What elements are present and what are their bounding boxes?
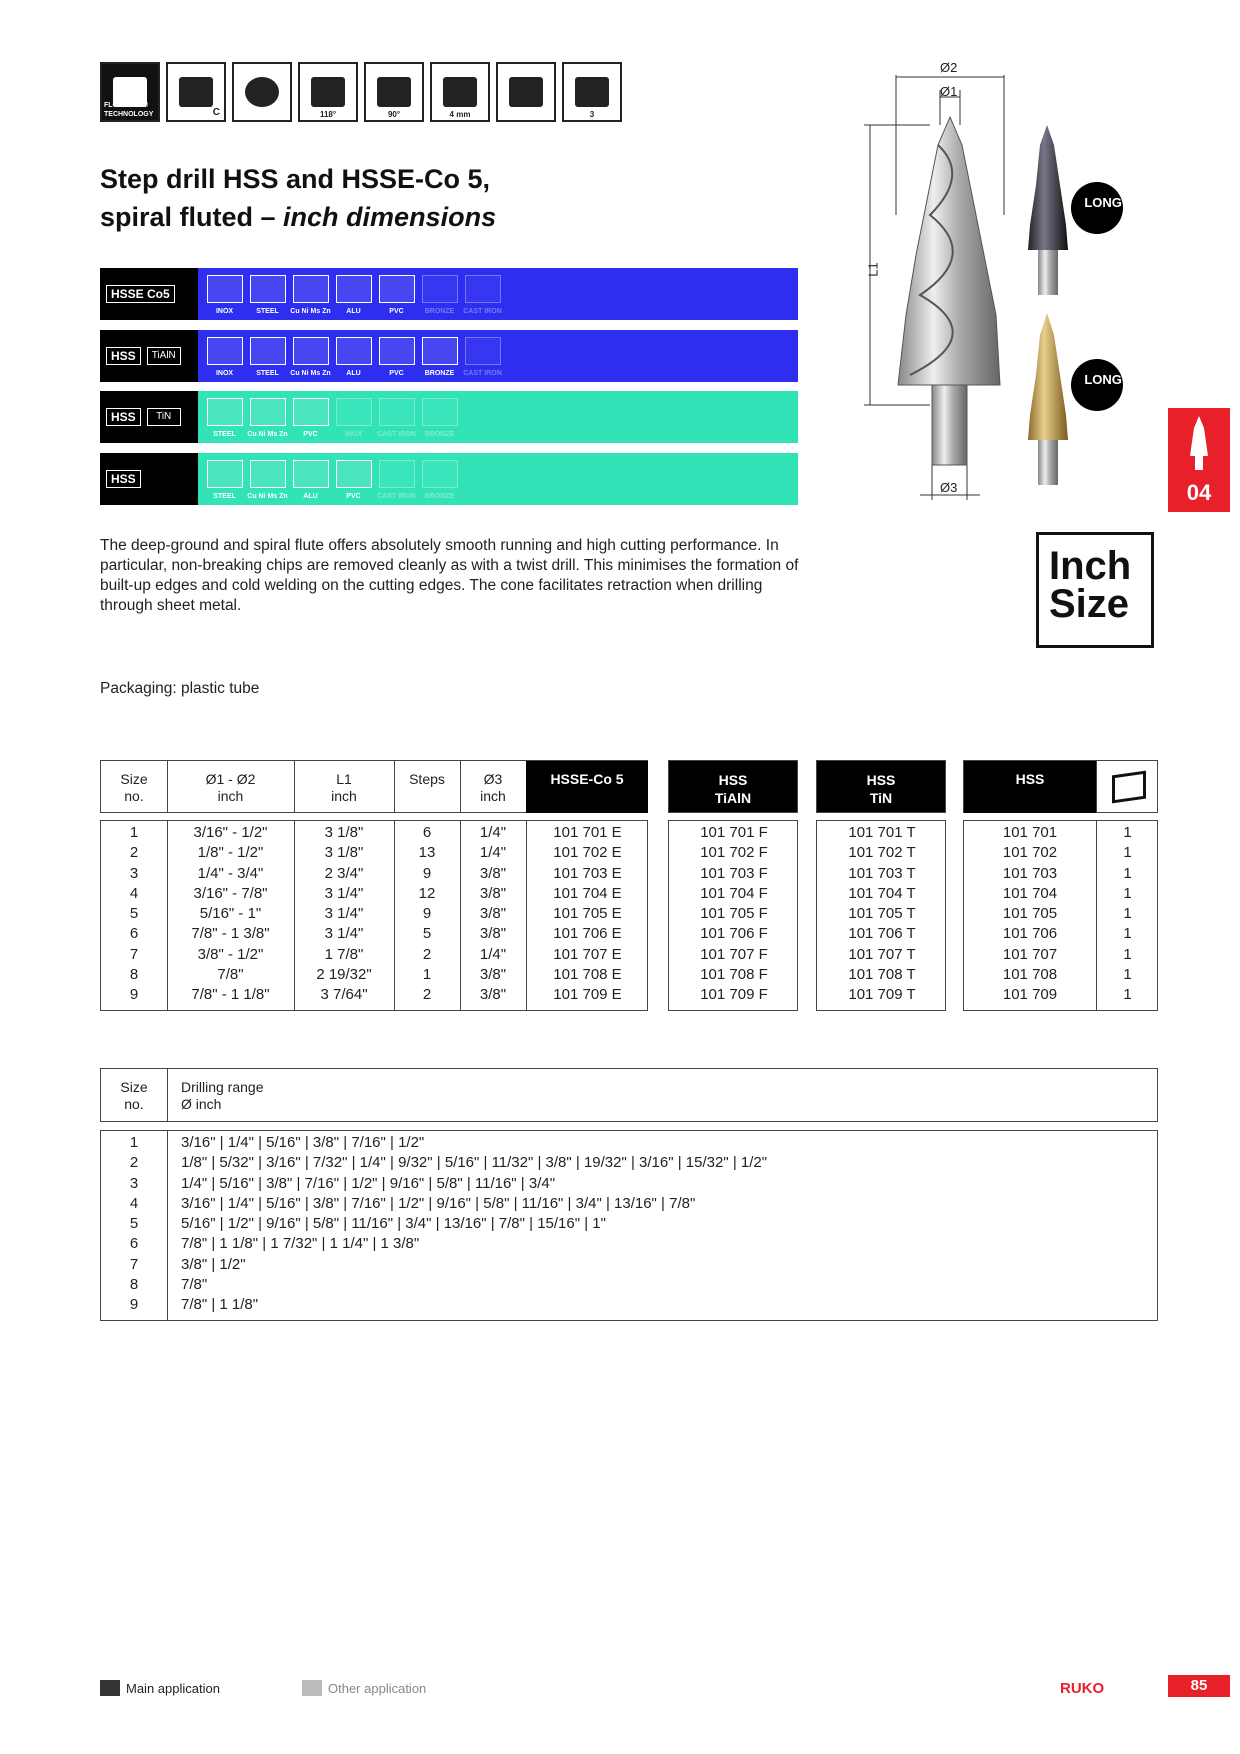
cell: 101 706 F: [700, 925, 768, 943]
cell: 101 708: [1002, 966, 1058, 984]
cell: 101 708 E: [553, 966, 622, 984]
material-item: [376, 333, 417, 379]
material-name: STEEL: [213, 493, 236, 500]
drilling-range: 3/16" | 1/4" | 5/16" | 3/8" | 7/16" | 1/2" | 9/16" | 5/8" | 11/16" | 3/4" | 13/16" | 7/8": [181, 1194, 696, 1212]
cell: 2 3/4": [324, 864, 364, 882]
material-name: CAST IRON: [377, 431, 416, 438]
icon-caption: 90°: [387, 110, 401, 119]
cell: 3/8": [479, 966, 507, 984]
material-icon: [336, 337, 372, 365]
header-hss: [963, 760, 1158, 813]
material-name: STEEL: [213, 431, 236, 438]
coating-badge: TiAlN: [147, 347, 181, 365]
cell: 1 7/8": [324, 945, 364, 963]
other-application-icon: [302, 1680, 322, 1696]
cell: 1/4": [479, 945, 507, 963]
material-item: [247, 271, 288, 317]
material-item: [247, 394, 288, 440]
header-drilling-range: Drilling range Ø inch: [181, 1079, 264, 1112]
cell: 3 1/8": [324, 824, 364, 841]
material-name: PVC: [303, 431, 318, 438]
flowstep-icon: [100, 62, 160, 122]
row-size: 2: [129, 1154, 139, 1172]
header-size: Size no.: [120, 771, 148, 804]
header-hss-label: HSS: [964, 761, 1096, 813]
material-row: [100, 330, 798, 382]
drill-stand-icon: [496, 62, 556, 122]
cell: 5/16" - 1": [199, 905, 262, 923]
cell: 3 1/4": [324, 905, 364, 923]
coating-badge: HSSE Co5: [106, 285, 175, 303]
material-name: ALU: [303, 493, 318, 500]
cell: 5: [422, 925, 432, 943]
cell: 101 707 T: [848, 945, 916, 963]
material-name: Cu Ni Ms Zn: [247, 431, 288, 438]
material-bar: [198, 330, 798, 382]
material-item: [204, 394, 245, 440]
cell: 3 7/64": [320, 986, 368, 1004]
row-size: 9: [129, 986, 139, 1004]
cell: 1: [1123, 925, 1132, 943]
range-column: [181, 1133, 767, 1316]
cell: 101 702 F: [700, 844, 768, 862]
material-item: [204, 271, 245, 317]
material-item: [290, 333, 331, 379]
cell: 1: [422, 966, 432, 984]
feature-icons: [100, 62, 622, 122]
cell: 101 702 E: [553, 844, 622, 862]
d1-label: Ø1: [940, 84, 958, 99]
table-column: [394, 823, 460, 1006]
cell: 3/8": [479, 864, 507, 882]
material-item: [247, 456, 288, 502]
cell: 101 704 T: [848, 884, 916, 902]
material-row: [100, 453, 798, 505]
d2-label: Ø2: [940, 60, 958, 75]
material-icon: [293, 337, 329, 365]
row-size: 1: [129, 1134, 139, 1151]
description: The deep-ground and spiral flute offers absolutely smooth running and high cutting performance. In particular, non-breaking chips are removed cleanly as with a twist drill. This minimises the formation of built-up edges and cold welding on the cutting edges. The cone facilitates retraction when drilling through sheet metal.: [100, 537, 799, 614]
cutting-edge-icon: [166, 62, 226, 122]
material-icon: [207, 275, 243, 303]
cell: 13: [418, 844, 436, 862]
material-name: BRONZE: [424, 493, 455, 500]
table-column: [460, 823, 526, 1006]
cell: 7/8": [217, 966, 244, 984]
cell: 2 19/32": [316, 966, 372, 984]
material-icon: [293, 460, 329, 488]
material-name: BRONZE: [424, 370, 455, 377]
material-name: PVC: [389, 308, 404, 315]
coating-label: [100, 391, 198, 443]
material-icon: [422, 460, 458, 488]
cell: 101 706 E: [553, 925, 622, 943]
drilling-range: 1/8" | 5/32" | 3/16" | 7/32" | 1/4" | 9/32" | 5/16" | 11/32" | 3/8" | 19/32" | 3/16" | 15/32" | 1/2": [181, 1154, 768, 1172]
legend-main: Main application: [100, 1680, 220, 1696]
material-item: [462, 271, 503, 317]
cell: 101 708 T: [848, 966, 916, 984]
material-name: Cu Ni Ms Zn: [247, 493, 288, 500]
material-icon: [379, 460, 415, 488]
material-item: [290, 394, 331, 440]
cell: 101 707 F: [700, 945, 768, 963]
long-life-badge: LONG LIFE: [1084, 195, 1154, 210]
cell: 101 706: [1002, 925, 1058, 943]
cell: 101 707: [1002, 945, 1058, 963]
material-name: Cu Ni Ms Zn: [290, 370, 331, 377]
table-column: [817, 823, 947, 1006]
cell: 3 1/4": [324, 925, 364, 943]
material-bar: [198, 391, 798, 443]
material-icon: [379, 337, 415, 365]
cell: 101 709 F: [700, 986, 768, 1004]
row-size: 7: [129, 945, 139, 963]
d3-label: Ø3: [940, 480, 958, 495]
table-body: [963, 820, 1158, 1011]
cell: 101 702: [1002, 844, 1058, 862]
cell: 12: [418, 884, 436, 902]
table-column: [964, 823, 1096, 1006]
material-icon: [250, 398, 286, 426]
countersink-90-icon: [364, 62, 424, 122]
cell: 9: [422, 864, 432, 882]
drilling-range: 7/8": [181, 1276, 208, 1294]
cell: 101 704 E: [553, 884, 622, 902]
cell: 101 707 E: [553, 945, 622, 963]
shank-3-flats-icon: [562, 62, 622, 122]
drilling-range: 3/8" | 1/2": [181, 1255, 246, 1273]
coating-badge: HSS: [106, 347, 141, 365]
material-item: [290, 271, 331, 317]
cell: 1: [1123, 864, 1132, 882]
packaging-note: Packaging: plastic tube: [100, 680, 260, 697]
table-body: [816, 820, 946, 1011]
material-name: PVC: [389, 370, 404, 377]
step-drill-icon: [1168, 408, 1230, 478]
cell: 101 706 T: [848, 925, 916, 943]
material-icon: [336, 398, 372, 426]
cell: 1: [1123, 824, 1132, 841]
header-l1: L1 inch: [331, 771, 357, 804]
cell: 101 701: [1002, 824, 1058, 841]
row-size: 6: [129, 925, 139, 943]
material-icon: [422, 275, 458, 303]
material-icon: [250, 460, 286, 488]
material-name: CAST IRON: [463, 370, 502, 377]
material-icon: [250, 337, 286, 365]
cell: 6: [422, 824, 432, 841]
drilling-range: 7/8" | 1 1/8": [181, 1296, 259, 1314]
material-item: [462, 333, 503, 379]
cell: 3 1/8": [324, 844, 364, 862]
material-icon: [379, 275, 415, 303]
table-column: [669, 823, 799, 1006]
cell: 3/16" - 7/8": [193, 884, 268, 902]
material-bar: [198, 268, 798, 320]
cell: 1/4": [479, 844, 507, 862]
cell: 3/8": [479, 986, 507, 1004]
row-size: 4: [129, 884, 139, 902]
long-life-badge: LONG LIFE: [1084, 372, 1154, 387]
cell: 3/8": [479, 905, 507, 923]
table-column: [294, 823, 394, 1006]
cell: 101 705 T: [848, 905, 916, 923]
material-name: STEEL: [256, 308, 279, 315]
material-icon: [293, 398, 329, 426]
page-number: 85: [1168, 1675, 1230, 1697]
row-size: 5: [129, 1215, 139, 1233]
cell: 101 709: [1002, 986, 1058, 1004]
material-icon: [336, 275, 372, 303]
main-application-icon: [100, 1680, 120, 1696]
step-drill-drawing: [850, 55, 1170, 505]
inch-size-badge: Inch Size: [1036, 532, 1154, 648]
material-icon: [207, 398, 243, 426]
cell: 1/4" - 3/4": [197, 864, 264, 882]
material-item: [333, 394, 374, 440]
spiral-icon: [232, 62, 292, 122]
material-name: PVC: [346, 493, 361, 500]
material-name: BRONZE: [424, 431, 455, 438]
icon-caption: FLOWSTEP® TECHNOLOGY: [104, 102, 154, 118]
cell: 1: [1123, 884, 1132, 902]
header-hss_tialn: HSS TiAlN: [668, 760, 798, 813]
cell: 1: [1123, 905, 1132, 923]
header-d3: Ø3 inch: [480, 771, 506, 804]
cell: 3/8": [479, 925, 507, 943]
drilling-range: 5/16" | 1/2" | 9/16" | 5/8" | 11/16" | 3/4" | 13/16" | 7/8" | 15/16" | 1": [181, 1215, 606, 1233]
cell: 7/8" - 1 1/8": [191, 986, 270, 1004]
material-name: ALU: [346, 308, 361, 315]
material-item: [333, 333, 374, 379]
cell: 1: [1123, 945, 1132, 963]
cell: 3/8": [479, 884, 507, 902]
size-column: [101, 1133, 167, 1316]
material-name: ALU: [346, 370, 361, 377]
material-name: STEEL: [256, 370, 279, 377]
coating-badge: HSS: [106, 408, 141, 426]
brand-logo: RUKO: [1060, 1680, 1105, 1697]
material-item: [376, 394, 417, 440]
material-item: [333, 456, 374, 502]
row-size: 8: [129, 966, 139, 984]
row-size: 3: [129, 1174, 139, 1192]
material-item: [204, 333, 245, 379]
row-size: 4: [129, 1194, 139, 1212]
cell: 1/8" - 1/2": [197, 844, 264, 862]
header-hsse: HSSE-Co 5: [526, 761, 648, 813]
material-icon: [207, 460, 243, 488]
cell: 1: [1123, 844, 1132, 862]
cell: 3 1/4": [324, 884, 364, 902]
cell: 101 703: [1002, 864, 1058, 882]
table-column: [101, 823, 167, 1006]
header-d12: Ø1 - Ø2 inch: [205, 771, 256, 804]
material-name: BRONZE: [424, 308, 455, 315]
cell: 101 708 F: [700, 966, 768, 984]
cell: 101 709 E: [553, 986, 622, 1004]
legend-other: Other application: [302, 1680, 426, 1696]
cell: 1/4": [479, 824, 507, 841]
cell: 2: [422, 945, 432, 963]
cell: 2: [422, 986, 432, 1004]
icon-caption: 4 mm: [449, 110, 471, 119]
icon-caption: C: [212, 107, 220, 118]
cell: 9: [422, 905, 432, 923]
material-icon: [465, 275, 501, 303]
table-column: [167, 823, 294, 1006]
material-item: [333, 271, 374, 317]
material-item: [376, 271, 417, 317]
cell: 101 703 E: [553, 864, 622, 882]
row-size: 8: [129, 1276, 139, 1294]
material-item: [419, 394, 460, 440]
material-name: Cu Ni Ms Zn: [290, 308, 331, 315]
material-name: CAST IRON: [463, 308, 502, 315]
cell: 101 709 T: [848, 986, 916, 1004]
header-hss_tin: HSS TiN: [816, 760, 946, 813]
row-size: 6: [129, 1235, 139, 1253]
cell: 101 705 E: [553, 905, 622, 923]
coating-badge: HSS: [106, 470, 141, 488]
row-size: 1: [129, 824, 139, 841]
material-item: [419, 271, 460, 317]
cell: 101 704: [1002, 884, 1058, 902]
material-icon: [379, 398, 415, 426]
material-icon: [207, 337, 243, 365]
packaging-box-icon: [1112, 771, 1146, 804]
point-angle-118-icon: [298, 62, 358, 122]
material-row: [100, 268, 798, 320]
step-height-icon: [430, 62, 490, 122]
drilling-range: 7/8" | 1 1/8" | 1 7/32" | 1 1/4" | 1 3/8": [181, 1235, 420, 1253]
cell: 1: [1123, 986, 1132, 1004]
cell: 101 703 F: [700, 864, 768, 882]
cell: 101 702 T: [848, 844, 916, 862]
chapter-tab: 04: [1168, 408, 1230, 512]
row-size: 7: [129, 1255, 139, 1273]
material-item: [419, 333, 460, 379]
coating-badge: TiN: [147, 408, 181, 426]
cell: 101 703 T: [848, 864, 916, 882]
material-name: INOX: [215, 308, 234, 315]
coating-label: [100, 453, 198, 505]
cell: 101 701 F: [700, 824, 768, 841]
table-column: [1096, 823, 1159, 1006]
row-size: 9: [129, 1296, 139, 1314]
material-icon: [336, 460, 372, 488]
material-bar: [198, 453, 798, 505]
material-icon: [293, 275, 329, 303]
row-size: 3: [129, 864, 139, 882]
coating-label: [100, 330, 198, 382]
material-item: [419, 456, 460, 502]
table-body: [100, 820, 648, 1011]
icon-caption: 3: [589, 110, 595, 119]
material-item: [290, 456, 331, 502]
table-body: [668, 820, 798, 1011]
material-icon: [465, 337, 501, 365]
l1-label: L1: [865, 262, 881, 277]
cell: 101 705 F: [700, 905, 768, 923]
cell: 101 701 T: [848, 824, 916, 841]
material-item: [376, 456, 417, 502]
row-size: 5: [129, 905, 139, 923]
cell: 7/8" - 1 3/8": [191, 925, 270, 943]
material-icon: [422, 337, 458, 365]
coating-label: [100, 268, 198, 320]
drilling-range: 3/16" | 1/4" | 5/16" | 3/8" | 7/16" | 1/2": [181, 1134, 425, 1151]
cell: 101 701 E: [553, 824, 622, 841]
material-icon: [422, 398, 458, 426]
header-steps: Steps: [409, 771, 445, 787]
cell: 101 704 F: [700, 884, 768, 902]
cell: 3/8" - 1/2": [197, 945, 264, 963]
material-name: INOX: [215, 370, 234, 377]
material-icon: [250, 275, 286, 303]
page-title: Step drill HSS and HSSE-Co 5, spiral fluted – inch dimensions: [100, 164, 497, 232]
table-column: [526, 823, 649, 1006]
drilling-range: 1/4" | 5/16" | 3/8" | 7/16" | 1/2" | 9/16" | 5/8" | 11/16" | 3/4": [181, 1174, 556, 1192]
material-item: [247, 333, 288, 379]
material-name: CAST IRON: [377, 493, 416, 500]
table-header: [100, 760, 648, 813]
material-item: [204, 456, 245, 502]
table2-header: [100, 1068, 1158, 1122]
row-size: 2: [129, 844, 139, 862]
cell: 3/16" - 1/2": [193, 824, 268, 841]
table2-body: [100, 1130, 1158, 1321]
icon-caption: 118°: [319, 110, 337, 119]
material-row: [100, 391, 798, 443]
cell: 1: [1123, 966, 1132, 984]
cell: 101 705: [1002, 905, 1058, 923]
material-name: INOX: [344, 431, 363, 438]
header-size: Size no.: [120, 1079, 148, 1112]
